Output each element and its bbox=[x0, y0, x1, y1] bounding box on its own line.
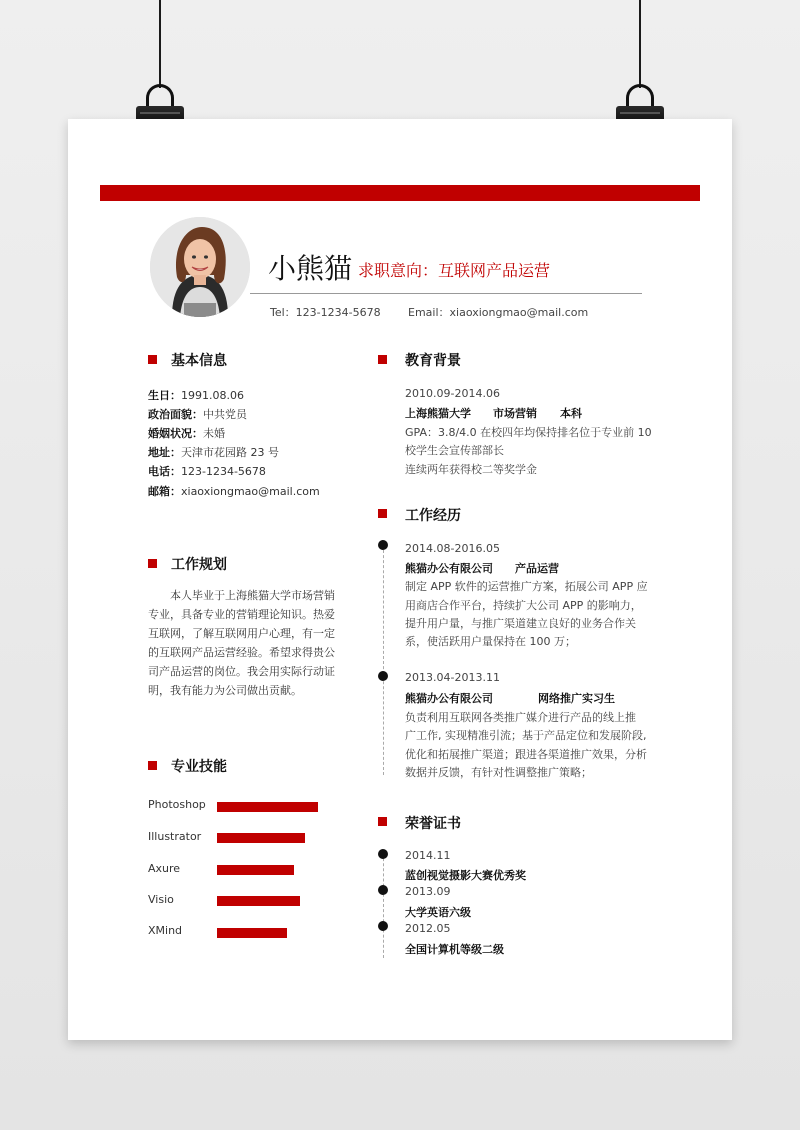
section-title-plan: 工作规划 bbox=[171, 557, 227, 573]
timeline-dot bbox=[378, 849, 388, 859]
honor-name: 全国计算机等级二级 bbox=[405, 943, 504, 956]
job-position: 产品运营 bbox=[515, 562, 559, 575]
job-position: 网络推广实习生 bbox=[538, 692, 615, 705]
timeline-dot bbox=[378, 671, 388, 681]
top-accent-bar bbox=[100, 185, 700, 201]
skill-name: XMind bbox=[148, 924, 183, 937]
skill-bar bbox=[217, 802, 318, 812]
education-school: 上海熊猫大学 bbox=[405, 407, 471, 420]
honor-date: 2012.05 bbox=[405, 922, 451, 935]
education-degree: 本科 bbox=[560, 407, 582, 420]
plan-line: 本人毕业于上海熊猫大学市场营销 bbox=[170, 589, 335, 602]
skill-name: Axure bbox=[148, 862, 181, 875]
info-row-phone: 电话：123-1234-5678 bbox=[148, 465, 266, 478]
info-row-marital: 婚姻状况：未婚 bbox=[148, 427, 225, 440]
info-row-political: 政治面貌：中共党员 bbox=[148, 408, 247, 421]
job-line: 制定 APP 软件的运营推广方案，拓展公司 APP 应 bbox=[405, 580, 648, 593]
job-line: 负责利用互联网各类推广媒介进行产品的线上推 bbox=[405, 711, 636, 724]
job-line: 广工作, 实现精准引流；基于产品定位和发展阶段, bbox=[405, 729, 647, 742]
skill-name: Illustrator bbox=[148, 830, 202, 843]
skill-bar bbox=[217, 928, 287, 938]
skill-name: Visio bbox=[148, 893, 174, 906]
education-line: 连续两年获得校二等奖学金 bbox=[405, 463, 537, 476]
job-line: 用商店合作平台，持续扩大公司 APP 的影响力， bbox=[405, 599, 642, 612]
section-title-honors: 荣誉证书 bbox=[405, 816, 461, 832]
job-line: 优化和拓展推广渠道；跟进各渠道推广效果，分析 bbox=[405, 748, 647, 761]
header-divider bbox=[250, 293, 642, 294]
timeline-dot bbox=[378, 540, 388, 550]
timeline-dot bbox=[378, 885, 388, 895]
info-row-email[interactable]: 邮箱：xiaoxiongmao@mail.com bbox=[148, 485, 320, 498]
applicant-name: 小熊猫 bbox=[268, 252, 353, 285]
section-marker bbox=[378, 817, 387, 826]
job-company: 熊猫办公有限公司 bbox=[405, 562, 493, 575]
timeline-dot bbox=[378, 921, 388, 931]
skill-name: Photoshop bbox=[148, 798, 206, 811]
section-title-education: 教育背景 bbox=[405, 353, 461, 369]
honor-name: 大学英语六级 bbox=[405, 906, 471, 919]
timeline-line bbox=[383, 853, 384, 958]
education-line: GPA：3.8/4.0 在校四年均保持排名位于专业前 10 bbox=[405, 426, 652, 439]
section-marker bbox=[378, 355, 387, 364]
section-marker bbox=[148, 559, 157, 568]
plan-line: 司产品运营的岗位。我会用实际行动证 bbox=[148, 665, 335, 678]
skill-bar bbox=[217, 865, 294, 875]
section-marker bbox=[148, 761, 157, 770]
contact-tel: Tel：123-1234-5678 bbox=[270, 306, 381, 319]
job-period: 2014.08-2016.05 bbox=[405, 542, 500, 555]
job-period: 2013.04-2013.11 bbox=[405, 671, 500, 684]
hanging-string-right bbox=[639, 0, 641, 88]
education-major: 市场营销 bbox=[493, 407, 537, 420]
avatar-photo bbox=[150, 217, 250, 317]
section-title-skills: 专业技能 bbox=[171, 759, 227, 775]
skill-bar bbox=[217, 896, 300, 906]
job-line: 系，使活跃用户量保持在 100 万； bbox=[405, 635, 576, 648]
education-period: 2010.09-2014.06 bbox=[405, 387, 500, 400]
plan-line: 互联网，了解互联网用户心理，有一定 bbox=[148, 627, 335, 640]
timeline-line bbox=[383, 545, 384, 775]
plan-line: 的互联网产品运营经验。希望求得贵公 bbox=[148, 646, 335, 659]
plan-line: 明，我有能力为公司做出贡献。 bbox=[148, 684, 302, 697]
job-intent: 求职意向：互联网产品运营 bbox=[358, 261, 551, 280]
info-row-birthday: 生日：1991.08.06 bbox=[148, 389, 244, 402]
skill-bar bbox=[217, 833, 305, 843]
education-line: 校学生会宣传部部长 bbox=[405, 444, 504, 457]
honor-date: 2014.11 bbox=[405, 849, 451, 862]
section-title-basic: 基本信息 bbox=[171, 353, 227, 369]
section-marker bbox=[148, 355, 157, 364]
honor-date: 2013.09 bbox=[405, 885, 451, 898]
info-row-address: 地址：天津市花园路 23 号 bbox=[148, 446, 279, 459]
contact-email: Email：xiaoxiongmao@mail.com bbox=[408, 306, 589, 319]
job-line: 提升用户量，与推广渠道建立良好的业务合作关 bbox=[405, 617, 636, 630]
section-title-work: 工作经历 bbox=[405, 508, 461, 524]
job-company: 熊猫办公有限公司 bbox=[405, 692, 493, 705]
plan-line: 专业，具备专业的营销理论知识。热爱 bbox=[148, 608, 335, 621]
job-line: 数据并反馈，有针对性调整推广策略； bbox=[405, 766, 592, 779]
honor-name: 蓝创视觉摄影大赛优秀奖 bbox=[405, 869, 526, 882]
hanging-string-left bbox=[159, 0, 161, 88]
section-marker bbox=[378, 509, 387, 518]
